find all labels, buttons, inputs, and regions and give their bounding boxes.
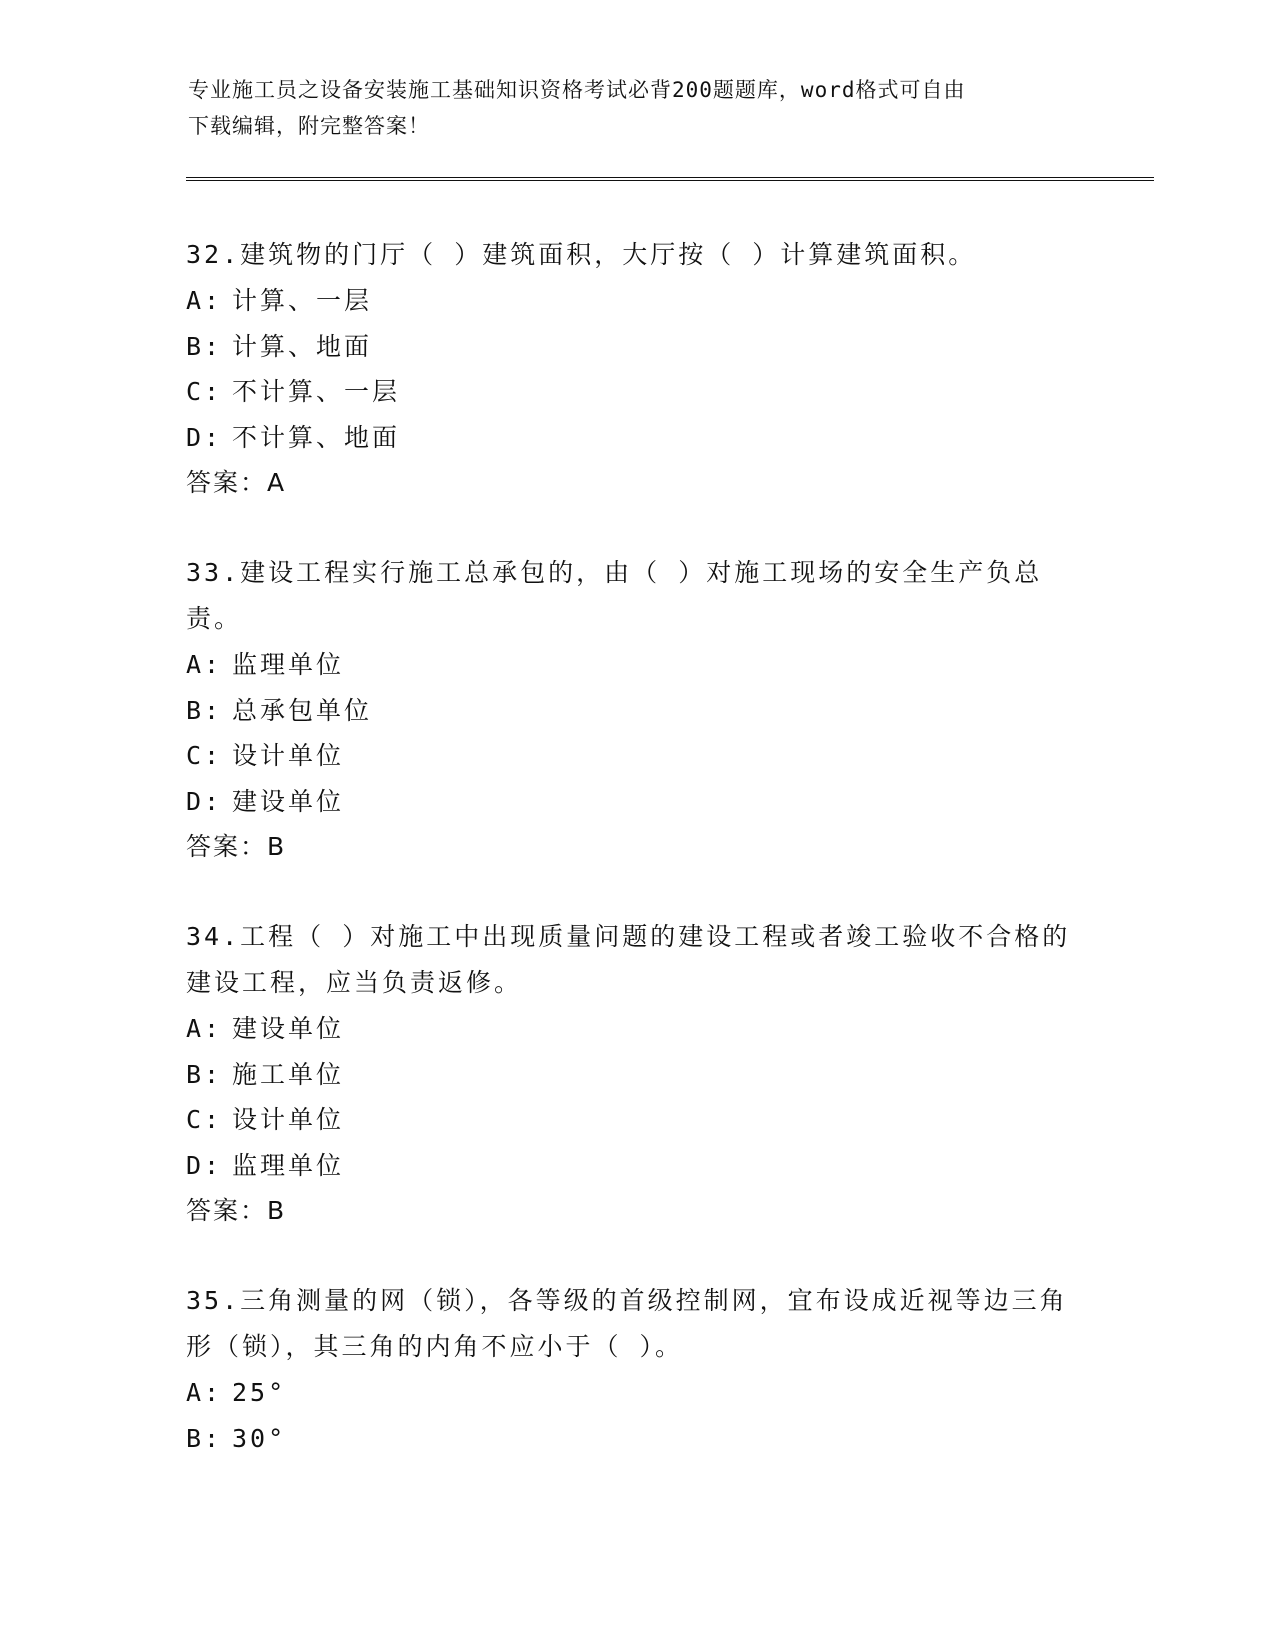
option-label: C: [186,377,223,406]
question-34 [186,914,1086,1234]
option-a [186,1006,1086,1052]
option-text: 设计单位 [232,1105,345,1134]
option-text: 计算、一层 [232,286,373,315]
option-d [186,415,1086,461]
option-label: D: [186,422,223,452]
question-text: 32.建筑物的门厅（ ）建筑面积，大厅按（ ）计算建筑面积。 [186,240,977,269]
header-title-line-1: 专业施工员之设备安装施工基础知识资格考试必背200题题库，word格式可自由 [188,78,966,102]
option-c [186,1097,1086,1143]
question-33 [186,550,1086,870]
option-text: 建设单位 [232,786,345,816]
option-c [186,369,1086,415]
option-label: D: [186,786,223,816]
option-text: 计算、地面 [232,331,373,361]
option-a [186,642,1086,688]
option-text: 建设单位 [232,1014,345,1043]
question-32 [186,232,1086,506]
header-title-line-2: 下载编辑，附完整答案！ [188,114,430,138]
answer-line: 答案：B [186,1196,287,1225]
option-text: 施工单位 [232,1059,345,1089]
document-header [188,72,1088,144]
option-a [186,278,1086,324]
option-label: A: [186,286,223,315]
option-b [186,1052,1086,1098]
header-double-rule [186,177,1154,181]
option-text: 监理单位 [232,650,345,679]
option-text: 30° [232,1423,287,1453]
question-text: 34.工程（ ）对施工中出现质量问题的建设工程或者竣工验收不合格的建设工程，应当负责返修。 [186,922,1071,997]
question-35 [186,1278,1086,1461]
option-d [186,779,1086,825]
option-label: B: [186,695,223,725]
answer-line: 答案：B [186,832,287,861]
option-b [186,688,1086,734]
option-text: 监理单位 [232,1150,345,1180]
option-b [186,1416,1086,1462]
option-label: B: [186,1423,223,1453]
option-a [186,1370,1086,1416]
answer-line: 答案：A [186,468,287,497]
option-label: A: [186,1378,223,1407]
option-d [186,1143,1086,1189]
question-list [186,232,1086,1505]
question-text: 33.建设工程实行施工总承包的，由（ ）对施工现场的安全生产负总责。 [186,558,1043,633]
question-text: 35.三角测量的网（锁），各等级的首级控制网，宜布设成近视等边三角形（锁），其三角的内角不应小于（ ）。 [186,1286,1068,1361]
option-label: B: [186,1059,223,1089]
option-label: C: [186,1105,223,1134]
option-c [186,733,1086,779]
option-text: 不计算、地面 [232,422,401,452]
option-text: 25° [232,1378,287,1407]
option-label: C: [186,741,223,770]
option-label: B: [186,331,223,361]
option-text: 设计单位 [232,741,345,770]
option-label: A: [186,650,223,679]
option-label: A: [186,1014,223,1043]
option-b [186,324,1086,370]
option-text: 不计算、一层 [232,377,401,406]
option-label: D: [186,1150,223,1180]
option-text: 总承包单位 [232,695,373,725]
